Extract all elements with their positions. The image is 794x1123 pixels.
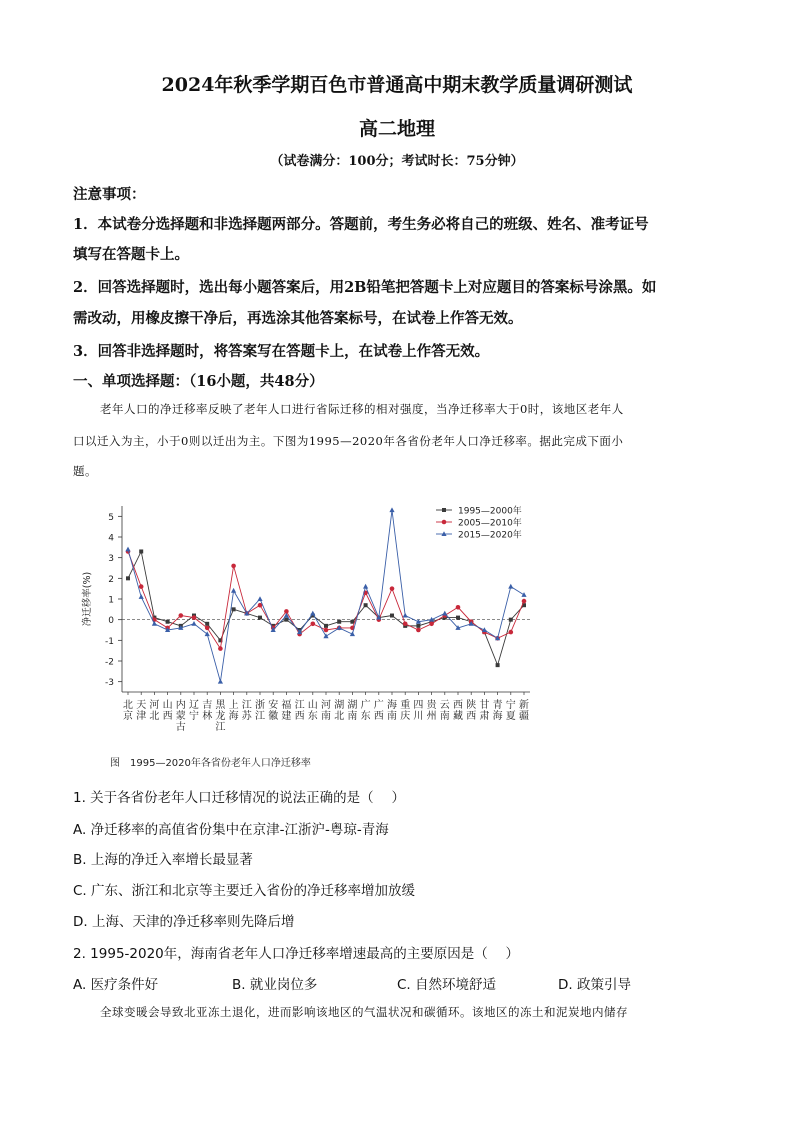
data-point — [257, 596, 262, 601]
data-point — [218, 679, 223, 684]
data-point — [416, 628, 421, 633]
legend-label: 2005—2010年 — [458, 518, 522, 529]
question-2-option-c: C. 自然环境舒适 — [397, 977, 497, 993]
x-tick-label: 天 — [136, 700, 147, 711]
question-2-option-b: B. 就业岗位多 — [232, 977, 318, 993]
data-point — [363, 584, 368, 589]
data-point — [456, 605, 461, 610]
data-point — [390, 586, 395, 591]
x-tick-label: 北 — [334, 711, 345, 722]
data-point — [191, 621, 196, 626]
data-point — [152, 621, 157, 626]
legend-marker — [442, 520, 447, 525]
x-tick-label: 山 — [307, 700, 318, 711]
data-point — [310, 611, 315, 616]
x-tick-label: 南 — [347, 711, 358, 722]
chart-caption: 图 1995—2020年各省份老年人口净迁移率 — [110, 758, 311, 769]
x-tick-label: 川 — [413, 711, 424, 722]
x-tick-label: 夏 — [505, 711, 516, 722]
y-tick-label: 4 — [108, 533, 114, 544]
data-point — [324, 624, 328, 628]
passage-1-line-2: 口以迁入为主，小于0则以迁出为主。下图为1995—2020年各省份老年人口净迁移率。据此完成下面小 — [73, 434, 624, 448]
legend-label: 1995—2000年 — [458, 506, 522, 517]
data-point — [403, 613, 408, 618]
x-tick-label: 藏 — [453, 711, 463, 722]
data-point — [258, 616, 262, 620]
x-tick-label: 安 — [268, 700, 279, 711]
legend-label: 2015—2020年 — [458, 530, 522, 541]
question-2-stem: 2. 1995-2020年，海南省老年人口净迁移率增速最高的主要原因是（ ） — [73, 946, 520, 962]
x-tick-label: 北 — [123, 700, 133, 711]
data-point — [364, 603, 368, 607]
x-tick-label: 庆 — [400, 711, 411, 722]
y-axis-label: 净迁移率(%) — [82, 571, 93, 627]
x-tick-label: 西 — [466, 711, 477, 722]
series-line-1 — [128, 551, 524, 665]
x-tick-label: 海 — [228, 711, 239, 722]
x-tick-label: 西 — [373, 711, 384, 722]
x-tick-label: 南 — [321, 711, 331, 722]
section-heading: 一、单项选择题：（16小题，共48分） — [73, 373, 324, 390]
data-point — [205, 622, 209, 626]
notice-item-3: 3．回答非选择题时，将答案写在答题卡上，在试卷上作答无效。 — [73, 343, 490, 360]
legend-marker — [442, 508, 446, 512]
x-tick-label: 建 — [281, 711, 292, 722]
notice-item-1-line-1: 1．本试卷分选择题和非选择题两部分。答题前，考生务必将自己的班级、姓名、准考证号 — [73, 216, 649, 233]
x-tick-label: 西 — [162, 711, 173, 722]
data-point — [139, 584, 144, 589]
y-tick-label: 3 — [108, 554, 114, 565]
x-tick-label: 陕 — [466, 700, 477, 711]
x-tick-label: 内 — [175, 700, 186, 711]
question-1-option-b: B. 上海的净迁入率增长最显著 — [73, 852, 253, 868]
x-tick-label: 龙 — [215, 711, 226, 722]
question-1-option-a: A. 净迁移率的高值省份集中在京津-江浙沪-粤琼-青海 — [73, 822, 389, 838]
x-tick-label: 宁 — [189, 711, 199, 722]
x-tick-label: 江 — [241, 700, 252, 711]
data-point — [337, 620, 341, 624]
data-point — [429, 622, 434, 627]
x-tick-label: 广 — [360, 700, 371, 711]
x-tick-label: 西 — [294, 711, 305, 722]
passage-1-line-3: 题。 — [73, 464, 97, 478]
x-tick-label: 海 — [387, 700, 397, 711]
data-point — [509, 618, 513, 622]
data-point — [139, 594, 144, 599]
x-tick-label: 甘 — [479, 700, 490, 711]
y-tick-label: 0 — [108, 616, 114, 627]
x-tick-label: 广 — [373, 700, 384, 711]
x-tick-label: 肃 — [479, 711, 490, 722]
y-tick-label: 2 — [108, 574, 114, 585]
passage-2-line-1: 全球变暖会导致北亚冻土退化，进而影响该地区的气温状况和碳循环。该地区的冻土和泥炭地内储存 — [100, 1005, 628, 1019]
y-tick-label: 1 — [108, 595, 114, 606]
data-point — [416, 624, 420, 628]
data-point — [324, 628, 329, 633]
x-tick-label: 宁 — [505, 700, 516, 711]
x-tick-label: 苏 — [241, 711, 252, 722]
exam-subject: 高二地理 — [358, 118, 435, 140]
x-tick-label: 北 — [149, 711, 160, 722]
passage-1-line-1: 老年人口的净迁移率反映了老年人口进行省际迁移的相对强度，当净迁移率大于0时，该地区老年人 — [100, 402, 624, 416]
x-tick-label: 黑 — [215, 700, 226, 711]
data-point — [232, 607, 236, 611]
x-tick-label: 江 — [294, 700, 305, 711]
x-tick-label: 河 — [321, 700, 331, 711]
y-tick-label: 5 — [108, 512, 114, 523]
x-tick-label: 蒙 — [175, 711, 186, 722]
x-tick-label: 江 — [215, 722, 226, 733]
x-tick-label: 西 — [453, 700, 463, 711]
data-point — [139, 549, 143, 553]
question-1-option-d: D. 上海、天津的净迁移率则先降后增 — [73, 914, 295, 930]
data-point — [508, 584, 513, 589]
y-tick-label: -2 — [105, 657, 114, 668]
data-point — [179, 613, 184, 618]
x-tick-label: 州 — [426, 711, 437, 722]
data-point — [456, 616, 460, 620]
question-2-option-d: D. 政策引导 — [558, 977, 631, 993]
notice-item-1-line-2: 填写在答题卡上。 — [73, 246, 189, 263]
y-tick-label: -3 — [105, 678, 114, 689]
data-point — [231, 564, 236, 569]
data-point — [231, 588, 236, 593]
x-tick-label: 吉 — [202, 700, 213, 711]
x-tick-label: 东 — [307, 711, 318, 722]
x-tick-label: 津 — [136, 711, 147, 722]
x-tick-label: 东 — [360, 711, 371, 722]
y-tick-label: -1 — [105, 636, 114, 647]
data-point — [192, 615, 197, 620]
data-point — [166, 620, 170, 624]
data-point — [403, 622, 408, 627]
x-tick-label: 四 — [413, 700, 424, 711]
migration-rate-chart — [78, 494, 538, 774]
x-tick-label: 河 — [149, 700, 160, 711]
x-tick-label: 浙 — [255, 700, 265, 711]
x-tick-label: 南 — [387, 711, 397, 722]
data-point — [323, 633, 328, 638]
x-tick-label: 疆 — [519, 711, 529, 722]
data-point — [311, 622, 316, 627]
x-tick-label: 辽 — [189, 700, 199, 711]
notice-item-2-line-1: 2．回答选择题时，选出每小题答案后，用2B铅笔把答题卡上对应题目的答案标号涂黑。如 — [73, 279, 657, 296]
x-tick-label: 古 — [175, 722, 186, 733]
x-tick-label: 湖 — [334, 700, 345, 711]
data-point — [496, 663, 500, 667]
exam-info: （试卷满分：100分；考试时长：75分钟） — [270, 154, 524, 169]
x-tick-label: 山 — [162, 700, 173, 711]
data-point — [521, 592, 526, 597]
exam-title: 2024年秋季学期百色市普通高中期末教学质量调研测试 — [161, 74, 633, 96]
x-tick-label: 江 — [255, 711, 265, 722]
question-2-option-a: A. 医疗条件好 — [73, 977, 159, 993]
x-tick-label: 湖 — [347, 700, 358, 711]
question-1-option-c: C. 广东、浙江和北京等主要迁入省份的净迁移率增加放缓 — [73, 883, 416, 899]
data-point — [522, 599, 527, 604]
data-point — [205, 626, 210, 631]
x-tick-label: 徽 — [268, 711, 279, 722]
data-point — [442, 611, 447, 616]
question-1-stem: 1. 关于各省份老年人口迁移情况的说法正确的是（ ） — [73, 790, 405, 806]
notice-item-2-line-2: 需改动，用橡皮擦干净后，再选涂其他答案标号，在试卷上作答无效。 — [73, 310, 523, 327]
x-tick-label: 林 — [202, 711, 213, 722]
data-point — [509, 630, 514, 635]
data-point — [125, 547, 130, 552]
x-tick-label: 新 — [519, 700, 529, 711]
x-tick-label: 南 — [439, 711, 450, 722]
data-point — [205, 631, 210, 636]
x-tick-label: 贵 — [426, 700, 437, 711]
x-tick-label: 京 — [123, 711, 133, 722]
x-tick-label: 福 — [281, 700, 292, 711]
data-point — [389, 507, 394, 512]
notice-heading: 注意事项： — [73, 186, 146, 203]
data-point — [390, 614, 394, 618]
x-tick-label: 青 — [492, 700, 503, 711]
x-tick-label: 上 — [228, 700, 239, 711]
x-tick-label: 海 — [492, 711, 503, 722]
data-point — [284, 618, 288, 622]
x-tick-label: 云 — [439, 700, 450, 711]
data-point — [126, 576, 130, 580]
x-tick-label: 重 — [400, 700, 411, 711]
data-point — [218, 646, 223, 651]
